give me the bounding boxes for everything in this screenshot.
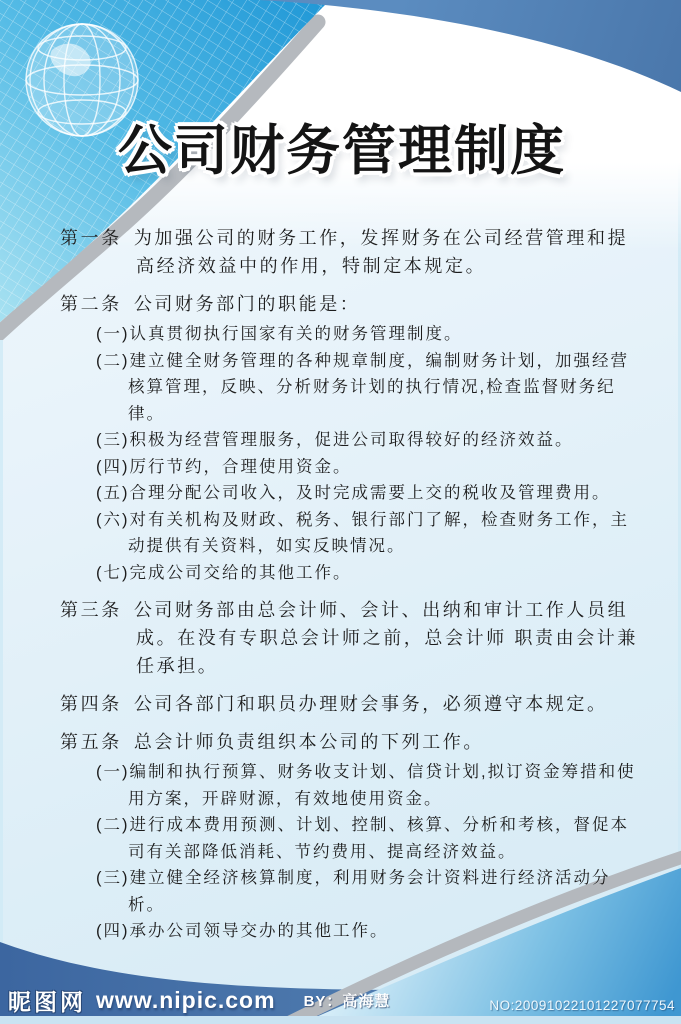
item-text: 编制和执行预算、财务收支计划、信贷计划,拟订资金筹措和使用方案，开辟财源，有效地使用资金。 [128,763,636,808]
item-text: 完成公司交给的其他工作。 [129,563,352,582]
item-marker: (七) [96,563,130,582]
list-item [60,918,645,945]
item-marker: (三) [96,869,130,887]
article-5 [60,728,645,945]
item-marker: (一) [96,763,130,781]
list-item [60,454,645,481]
article-label: 第四条 [60,694,122,714]
item-marker: (六) [96,510,130,529]
item-text: 对有关机构及财政、税务、银行部门了解，检查财务工作，主动提供有关资料，如实反映情况。 [128,510,629,555]
bottom-strip [0,1016,681,1024]
item-text: 建立健全经济核算制度，利用财务会计资料进行经济活动分析。 [128,869,611,914]
article-2 [60,290,645,586]
article-text: 公司财务部门的职能是： [133,294,361,314]
article-5-items [60,759,645,945]
article-1 [60,224,645,280]
list-item [60,560,645,587]
item-marker: (四) [96,922,130,940]
article-text: 公司各部门和职员办理财会事务，必须遵守本规定。 [133,694,608,714]
list-item [60,480,645,507]
list-item [60,321,645,348]
author-credit: BY：高海慧 [303,992,391,1010]
item-text: 厉行节约，合理使用资金。 [129,457,352,476]
watermark-credit [8,984,390,1016]
articles [60,224,645,955]
article-2-items [60,321,645,586]
item-marker: (四) [96,457,130,476]
article-text: 为加强公司的财务工作，发挥财务在公司经营管理和提高经济效益中的作用，特制定本规定。 [133,228,629,276]
article-label: 第二条 [60,294,122,314]
article-text: 总会计师负责组织本公司的下列工作。 [133,732,485,752]
site-logo: 昵图网 [8,988,86,1015]
item-marker: (二) [96,816,130,834]
article-3 [60,596,645,680]
serial-number: NO:20091022101227077754 [489,998,675,1013]
item-text: 认真贯彻执行国家有关的财务管理制度。 [129,325,463,343]
article-label: 第三条 [60,600,122,620]
list-item [60,427,645,454]
item-marker: (一) [96,325,130,343]
page-title: 公司财务管理制度 [118,121,566,181]
article-label: 第五条 [60,732,122,752]
item-marker: (五) [96,484,130,502]
list-item [60,348,645,428]
item-marker: (三) [96,431,130,449]
site-url: www.nipic.com [96,986,276,1013]
item-text: 积极为经营管理服务，促进公司取得较好的经济效益。 [129,431,574,449]
item-text: 承办公司领导交办的其他工作。 [129,922,389,940]
list-item [60,759,645,812]
item-text: 建立健全财务管理的各种规章制度，编制财务计划，加强经营核算管理，反映、分析财务计划的执行情况,检查监督财务纪律。 [128,351,629,423]
article-label: 第一条 [60,228,122,248]
item-text: 进行成本费用预测、计划、控制、核算、分析和考核，督促本司有关部降低消耗、节约费用、提高经济效益。 [128,816,629,861]
list-item [60,812,645,865]
list-item [60,865,645,918]
article-4 [60,690,645,718]
item-text: 合理分配公司收入，及时完成需要上交的税收及管理费用。 [129,484,611,502]
item-marker: (二) [96,351,130,370]
list-item [60,507,645,560]
article-text: 公司财务部由总会计师、会计、出纳和审计工作人员组成。在没有专职总会计师之前，总会计师 职责由会计兼任承担。 [133,600,638,676]
